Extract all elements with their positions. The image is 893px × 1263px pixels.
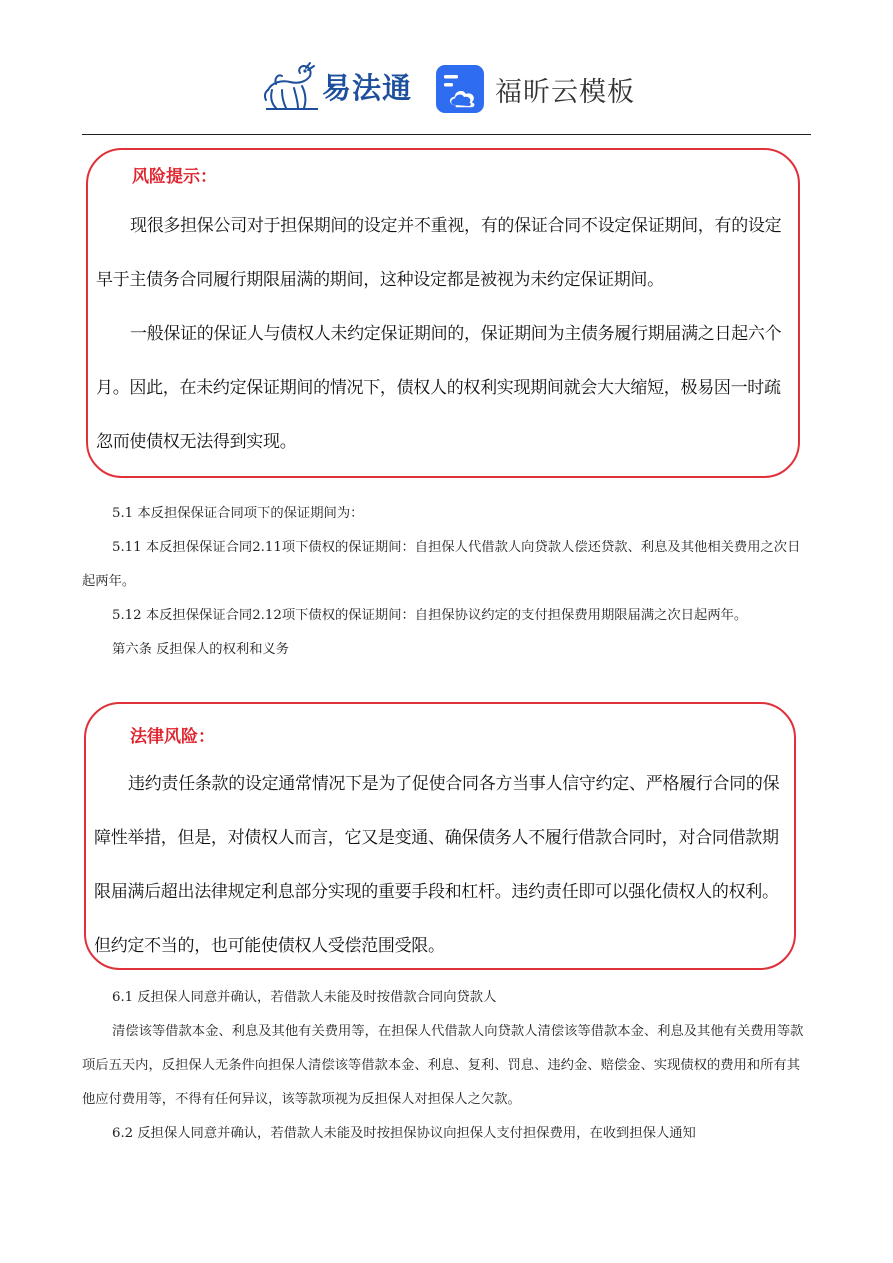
section-6-text (82, 981, 811, 1151)
clause-6-2: 6.2 反担保人同意并确认，若借款人未能及时按担保协议向担保人支付担保费用，在收到担保人通知 (112, 1126, 696, 1141)
page-header (0, 0, 893, 136)
clause-5-11: 5.11 本反担保保证合同2.11项下债权的保证期间：自担保人代借款人向贷款人偿还贷款、利息及其他相关费用之次日起两年。 (82, 540, 801, 589)
header-divider (82, 134, 811, 135)
article-6-heading: 第六条 反担保人的权利和义务 (112, 642, 290, 657)
foxit-template-brand (435, 64, 635, 114)
clause-5-12: 5.12 本反担保保证合同2.12项下债权的保证期间：自担保协议约定的支付担保费用期限届满之次日起两年。 (112, 608, 748, 623)
risk-warning-paragraph: 一般保证的保证人与债权人未约定保证期间的，保证期间为主债务履行期届满之日起六个月。因此，在未约定保证期间的情况下，债权人的权利实现期间就会大大缩短，极易因一时疏忽而使债权无法得到实现。 (96, 324, 782, 452)
legal-risk-paragraph: 违约责任条款的设定通常情况下是为了促使合同各方当事人信守约定、严格履行合同的保障性举措，但是，对债权人而言，它又是变通、确保债务人不履行借款合同时，对合同借款期限届满后超出法律规定利息部分实现的重要手段和杠杆。违约责任即可以强化债权人的权利。但约定不当的，也可能使债权人受偿范围受限。 (94, 774, 780, 956)
foxit-template-wordmark: 福昕云模板 (495, 76, 635, 108)
yifatong-wordmark: 易法通 (322, 70, 413, 105)
risk-warning-paragraph: 现很多担保公司对于担保期间的设定并不重视，有的保证合同不设定保证期间，有的设定早于主债务合同履行期限届满的期间，这种设定都是被视为未约定保证期间。 (96, 216, 782, 290)
clause-5-1: 5.1 本反担保保证合同项下的保证期间为： (112, 506, 364, 521)
risk-warning-box (86, 148, 800, 478)
risk-warning-title: 风险提示： (132, 167, 217, 187)
clause-6-1-continued: 清偿该等借款本金、利息及其他有关费用等，在担保人代借款人向贷款人清偿该等借款本金、利息及其他有关费用等款项后五天内，反担保人无条件向担保人清偿该等借款本金、利息、复利、罚息、违约金、赔偿金、实现债权的费用和所有其他应付费用等，不得有任何异议，该等款项视为反担保人对担保人之欠款。 (82, 1024, 804, 1107)
yifatong-brand (262, 60, 412, 112)
risk-warning-text (96, 199, 792, 469)
legal-risk-box (84, 702, 796, 970)
cloud-document-icon (435, 64, 485, 114)
legal-risk-text (94, 757, 788, 973)
legal-risk-title: 法律风险： (130, 727, 215, 747)
clause-6-1: 6.1 反担保人同意并确认，若借款人未能及时按借款合同向贷款人 (112, 990, 497, 1005)
qilin-logo-icon (262, 60, 320, 112)
section-5-text (82, 497, 811, 667)
